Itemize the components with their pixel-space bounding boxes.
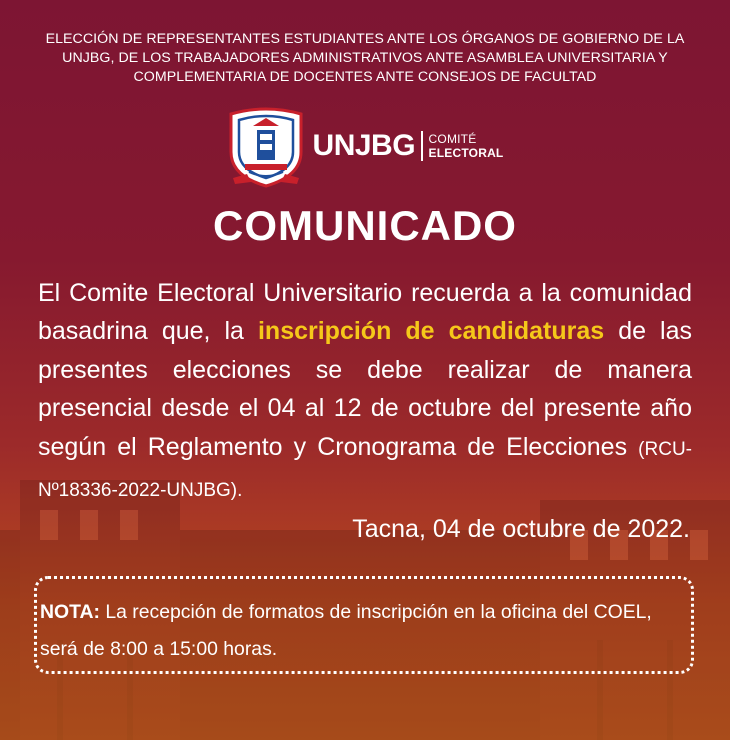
body-text-part-2: de las presentes elecciones se debe realizar de manera presencial desde el 04 al 12 de octubre del presente año según el Reglamento y Cronograma de Elecciones	[38, 317, 692, 461]
brand-subtitle-line-1: COMITÉ	[428, 132, 477, 146]
brand-divider	[421, 131, 423, 161]
note-label: NOTA:	[40, 601, 100, 623]
brand-subtitle-line-2: ELECTORAL	[428, 146, 504, 160]
place-and-date: Tacna, 04 de octubre de 2022.	[352, 515, 690, 543]
brand-subtitle	[429, 132, 504, 160]
brand-name: UNJBG	[312, 129, 416, 162]
body-highlight: inscripción de candidaturas	[257, 317, 605, 346]
announcement-body	[38, 274, 692, 510]
header-line-1: ELECCIÓN DE REPRESENTANTES ESTUDIANTES ANTE LOS ÓRGANOS DE GOBIERNO DE LA	[45, 31, 685, 47]
election-header	[10, 30, 720, 87]
body-text-part-1: El Comite Electoral Universitario recuerda a la comunidad basadrina que, la	[38, 279, 692, 346]
header-line-3: COMPLEMENTARIA DE DOCENTES ANTE CONSEJOS DE FACULTAD	[133, 69, 597, 85]
note-text	[40, 594, 692, 668]
logo-row	[0, 104, 730, 188]
regulation-reference: (RCU-Nº18336-2022-UNJBG).	[38, 438, 692, 502]
university-seal-icon	[227, 104, 305, 188]
announcement-title: COMUNICADO	[213, 202, 517, 249]
header-line-2: UNJBG, DE LOS TRABAJADORES ADMINISTRATIVOS ANTE ASAMBLEA UNIVERSITARIA Y	[62, 50, 668, 66]
note-content: La recepción de formatos de inscripción en la oficina del COEL, será de 8:00 a 15:00 horas.	[40, 601, 652, 660]
